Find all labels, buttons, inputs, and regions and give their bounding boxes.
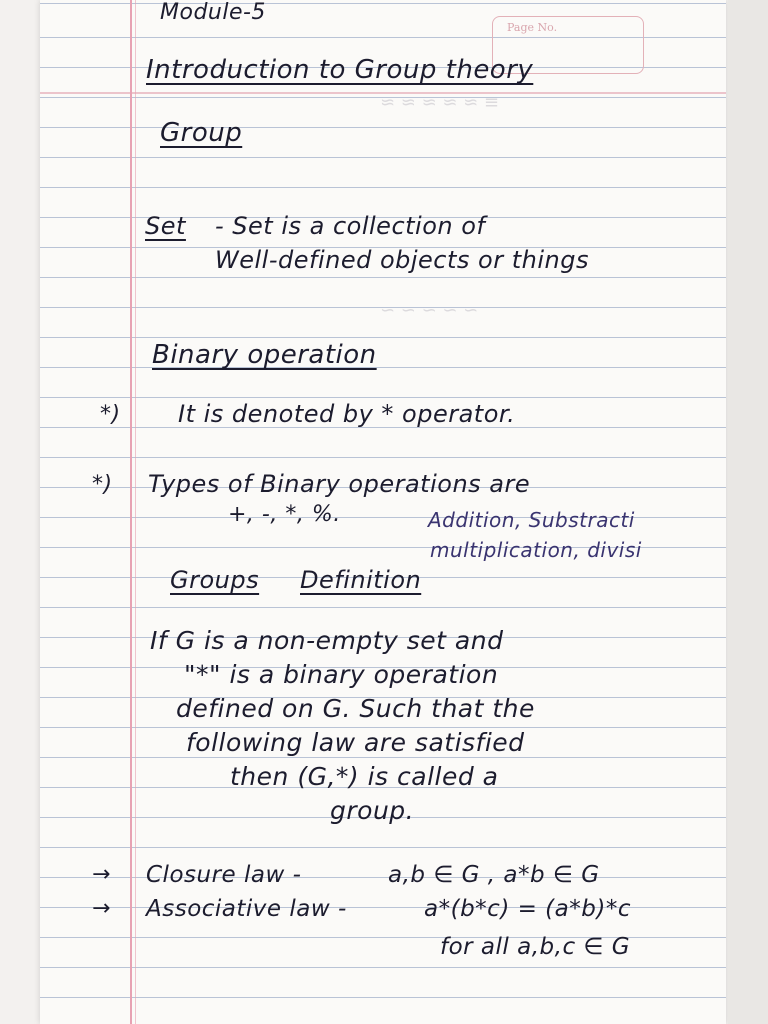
operator-names-2: multiplication, divisi — [430, 538, 642, 562]
margin-line — [130, 0, 132, 1024]
page-edge — [728, 0, 768, 1024]
set-definition-line-2: Well-defined objects or things — [215, 246, 589, 274]
definition-line-6: group. — [330, 796, 415, 825]
associative-law-expression: a*(b*c) = (a*b)*c — [424, 896, 631, 922]
bullet-marker: *) — [100, 402, 121, 427]
operator-names-1: Addition, Substracti — [428, 508, 635, 532]
heading-binary-operation: Binary operation — [152, 340, 377, 370]
arrow-marker: → — [92, 862, 111, 887]
set-definition-line-1: - Set is a collection of — [215, 212, 486, 240]
associative-law-for-all: for all a,b,c ∈ G — [440, 934, 631, 960]
page-number-label: Page No. — [507, 21, 558, 34]
show-through-text: ≡ ≈ ≈ ≈ ≈ ≈ — [380, 92, 500, 113]
heading-group: Group — [160, 118, 243, 148]
associative-law-label: Associative law - — [146, 896, 347, 922]
operators-list: +, -, *, %. — [228, 502, 341, 527]
arrow-marker: → — [92, 896, 111, 921]
definition-line-2: "*" is a binary operation — [184, 660, 499, 689]
bullet-marker: *) — [92, 472, 113, 497]
closure-law-expression: a,b ∈ G , a*b ∈ G — [388, 862, 600, 888]
label-set: Set — [145, 212, 186, 240]
show-through-text: ~ ~ ~ ~ ~ — [380, 300, 479, 321]
title-introduction: Introduction to Group theory — [146, 55, 534, 85]
closure-law-label: Closure law - — [146, 862, 302, 888]
module-heading: Module-5 — [160, 0, 266, 25]
binary-types-text: Types of Binary operations are — [148, 470, 531, 498]
definition-line-3: defined on G. Such that the — [176, 694, 535, 723]
binary-denoted-text: It is denoted by * operator. — [178, 400, 516, 428]
definition-line-5: then (G,*) is called a — [230, 762, 499, 791]
heading-groups: Groups — [170, 566, 260, 594]
margin-line-secondary — [135, 0, 136, 1024]
definition-line-4: following law are satisfied — [186, 728, 525, 757]
definition-line-1: If G is a non-empty set and — [150, 626, 504, 655]
heading-definition: Definition — [300, 566, 422, 594]
